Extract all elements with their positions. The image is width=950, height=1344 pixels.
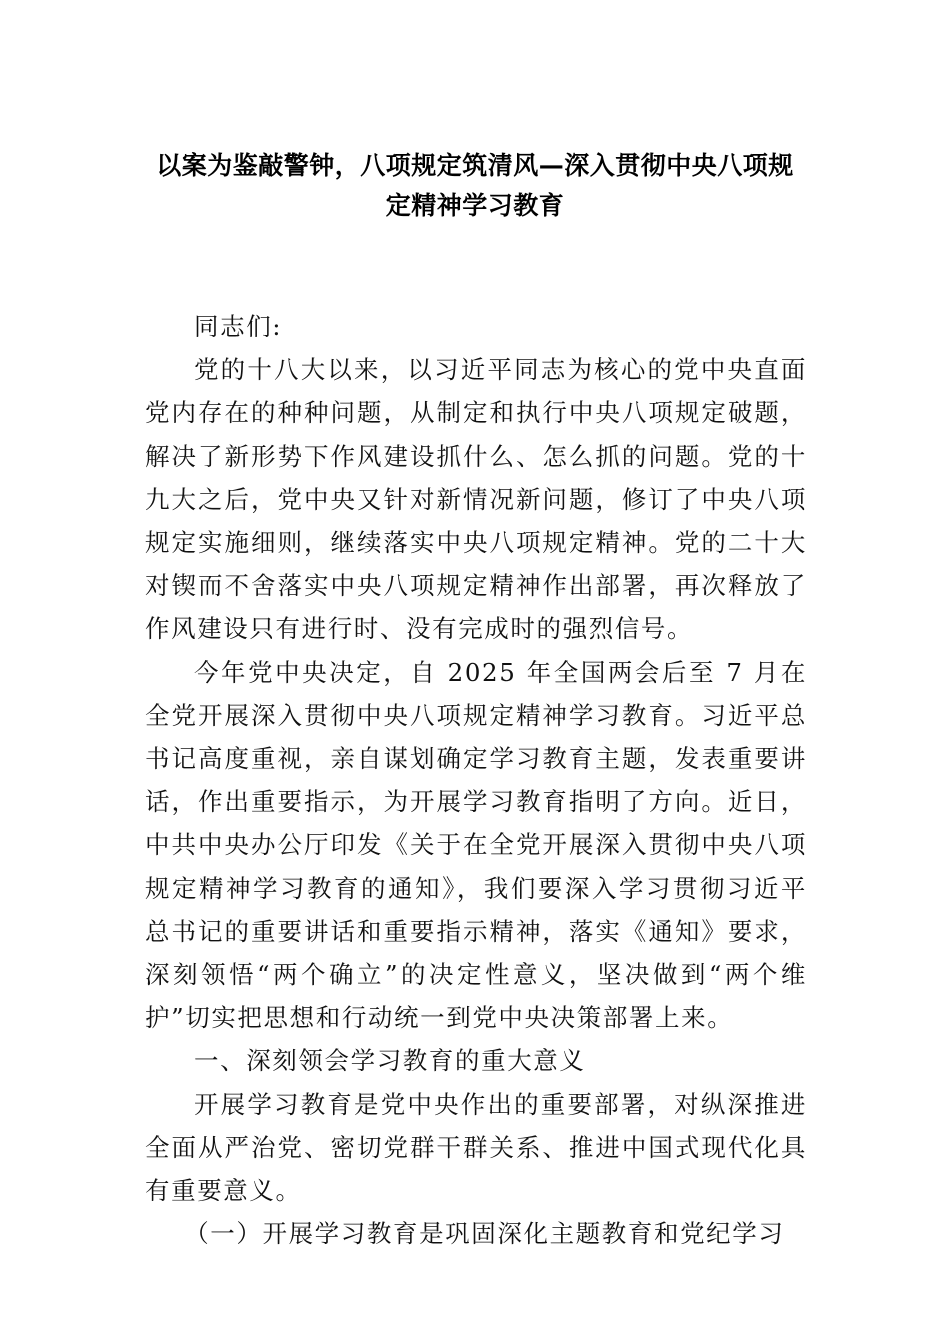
subsection-heading: （一）开展学习教育是巩固深化主题教育和党纪学习 [184,1219,785,1249]
salutation: 同志们: [194,312,283,341]
paragraph-2: 今年党中央决定，自 2025 年全国两会后至 7 月在全党开展深入贯彻中央八项规定精神学习教育。习近平总书记高度重视，亲自谋划确定学习教育主题，发表重要讲话，作出重要指示，为开展学习教育指明了方向。近日，中共中央办公厅印发《关于在全党开展深入贯彻中央八项规定精神学习教育的通知》，我们要深入学习贯彻习近平总书记的重要讲话和重要指示精神，落实《通知》要求，深刻领悟“两个确立”的决定性意义，坚决做到“两个维护”切实把思想和行动统一到党中央决策部署上来。 [145,657,807,1033]
section-heading: 一、深刻领会学习教育的重大意义 [194,1046,586,1076]
section-paragraph: 开展学习教育是党中央作出的重要部署，对纵深推进全面从严治党、密切党群干群关系、推进中国式现代化具有重要意义。 [145,1089,807,1206]
document-body [145,305,807,1255]
title-line-2: 定精神学习教育 [385,191,565,220]
title-line-1: 以案为鉴敲警钟，八项规定筑清风—深入贯彻中央八项规 [156,151,794,180]
document-title [145,146,805,226]
paragraph-1: 党的十八大以来，以习近平同志为核心的党中央直面党内存在的种种问题，从制定和执行中央八项规定破题，解决了新形势下作风建设抓什么、怎么抓的问题。党的十九大之后，党中央又针对新情况新问题，修订了中央八项规定实施细则，继续落实中央八项规定精神。党的二十大对锲而不舍落实中央八项规定精神作出部署，再次释放了作风建设只有进行时、没有完成时的强烈信号。 [145,355,807,644]
